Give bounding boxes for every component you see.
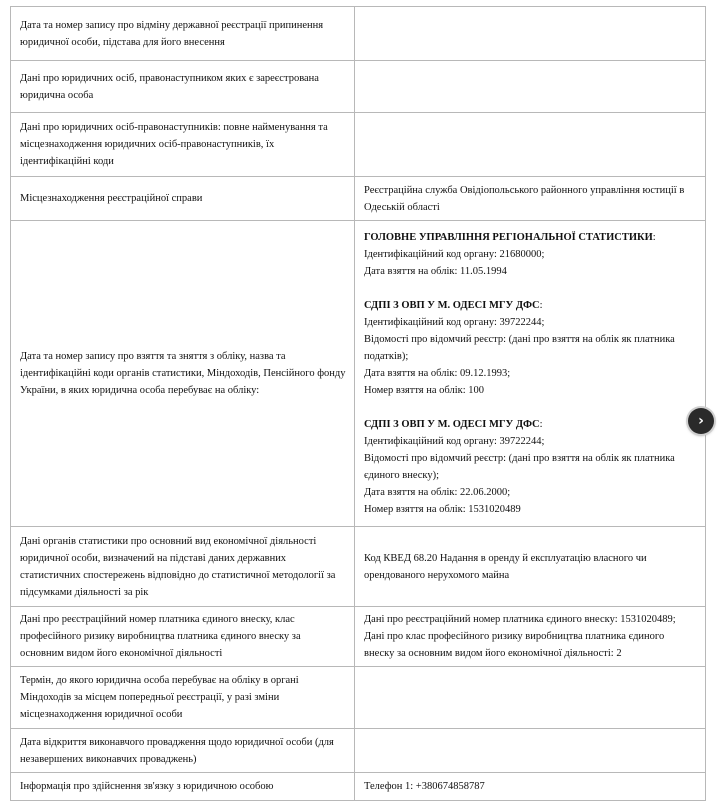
row-value: [355, 61, 706, 113]
block-line: Ідентифікаційний код органу: 21680000;: [364, 249, 545, 260]
table-row: [11, 221, 706, 527]
header-suffix: :: [539, 419, 543, 430]
row-label: Дата та номер запису про взяття та зняття з обліку, назва та ідентифікаційні коди органів статистики, Міндоходів, Пенсійного фонду України, в яких юридична особа перебуває на обліку:: [11, 221, 355, 527]
block-line: Дата взяття на облік: 09.12.1993;: [364, 368, 511, 379]
table-row: [11, 773, 706, 801]
block-line: Дата взяття на облік: 11.05.1994: [364, 266, 507, 277]
row-value: [355, 667, 706, 729]
block-line: Відомості про відомчий реєстр: (дані про взяття на облік як платника податків);: [364, 334, 675, 362]
row-label: Місцезнаходження реєстраційної справи: [11, 177, 355, 221]
row-label: Дані органів статистики про основний вид економічної діяльності юридичної особи, визначений на підставі даних державних статистичних спостережень відповідно до статистичної методології за підсумками діяльності за рік: [11, 527, 355, 607]
row-label: Інформація про здійснення зв'язку з юридичною особою: [11, 773, 355, 801]
header-suffix: :: [539, 300, 543, 311]
table-row: [11, 667, 706, 729]
row-value-registrations: [355, 221, 706, 527]
registration-block-statistics: [364, 229, 697, 280]
table-row: [11, 61, 706, 113]
value-line: Дані про клас професійного ризику виробництва платника єдиного внеску за основним видом його економічної діяльності: 2: [364, 631, 665, 659]
table-row: [11, 729, 706, 773]
row-value: [355, 7, 706, 61]
block-line: Ідентифікаційний код органу: 39722244;: [364, 436, 545, 447]
next-page-button[interactable]: [688, 408, 714, 434]
row-label: Дані про реєстраційний номер платника єдиного внеску, клас професійного ризику виробництва платника єдиного внеску за основним видом його економічної діяльності: [11, 607, 355, 667]
header-suffix: :: [652, 232, 656, 243]
registry-table: [10, 6, 706, 801]
row-value: [355, 729, 706, 773]
table-row: [11, 177, 706, 221]
registration-block-tax-1: [364, 297, 697, 399]
table-row: [11, 7, 706, 61]
block-line: Ідентифікаційний код органу: 39722244;: [364, 317, 545, 328]
row-label: Дані про юридичних осіб-правонаступників: повне найменування та місцезнаходження юридичних осіб-правонаступників, їх ідентифікаційні коди: [11, 113, 355, 177]
block-header: СДПІ З ОВП У М. ОДЕСІ МГУ ДФС: [364, 300, 540, 311]
row-label: Термін, до якого юридична особа перебуває на обліку в органі Міндоходів за місцем попередньої реєстрації, у разі зміни місцезнаходження юридичної особи: [11, 667, 355, 729]
row-label: Дані про юридичних осіб, правонаступником яких є зареєстрована юридична особа: [11, 61, 355, 113]
block-header: ГОЛОВНЕ УПРАВЛІННЯ РЕГІОНАЛЬНОЇ СТАТИСТИКИ: [364, 232, 653, 243]
row-value: [355, 607, 706, 667]
block-line: Номер взяття на облік: 1531020489: [364, 504, 521, 515]
row-value: Реєстраційна служба Овідіопольського районного управління юстиції в Одеській області: [355, 177, 706, 221]
row-label: Дата та номер запису про відміну державної реєстрації припинення юридичної особи, підстава для його внесення: [11, 7, 355, 61]
table-row: [11, 607, 706, 667]
chevron-right-icon: ›: [698, 413, 704, 429]
row-value: [355, 113, 706, 177]
block-line: Номер взяття на облік: 100: [364, 385, 485, 396]
block-line: Дата взяття на облік: 22.06.2000;: [364, 487, 511, 498]
row-label: Дата відкриття виконавчого провадження щодо юридичної особи (для незавершених виконавчих проваджень): [11, 729, 355, 773]
block-header: СДПІ З ОВП У М. ОДЕСІ МГУ ДФС: [364, 419, 540, 430]
row-value: Код КВЕД 68.20 Надання в оренду й експлуатацію власного чи орендованого нерухомого майна: [355, 527, 706, 607]
value-line: Дані про реєстраційний номер платника єдиного внеску: 1531020489;: [364, 614, 676, 625]
row-value: Телефон 1: +380674858787: [355, 773, 706, 801]
table-row: [11, 113, 706, 177]
table-row: [11, 527, 706, 607]
registration-block-tax-2: [364, 416, 697, 518]
block-line: Відомості про відомчий реєстр: (дані про взяття на облік як платника єдиного внеску);: [364, 453, 675, 481]
